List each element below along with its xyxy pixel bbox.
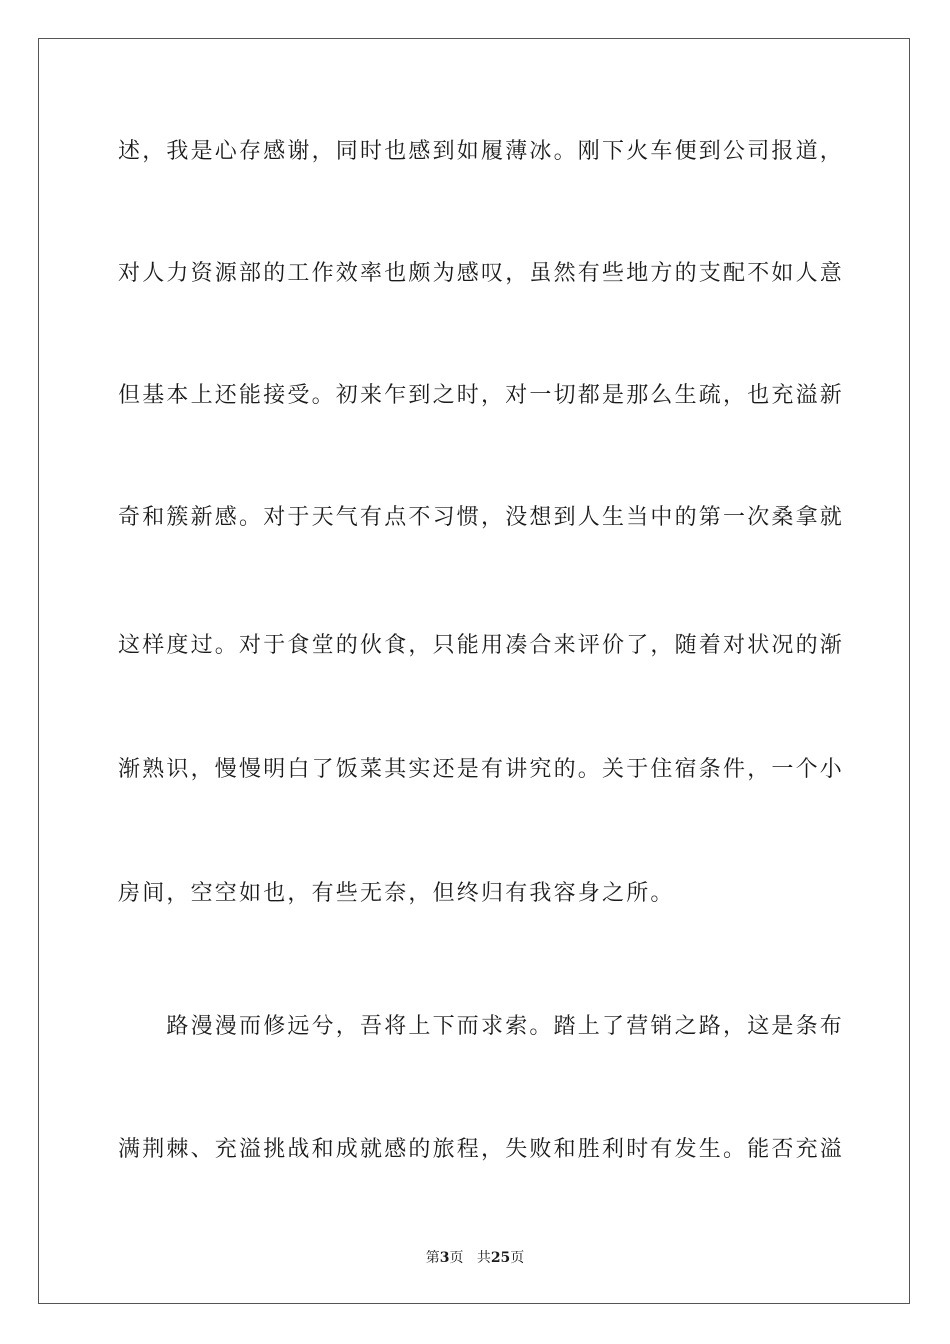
total-label-prefix: 共 (476, 1250, 491, 1266)
page-border (38, 38, 910, 1304)
page-label-suffix: 页 (449, 1250, 464, 1266)
page-number-current: 3 (439, 1250, 450, 1266)
text-line-3: 但基本上还能接受。初来乍到之时，对一切都是那么生疏，也充溢新 (118, 383, 845, 408)
text-line-1: 述，我是心存感谢，同时也感到如履薄冰。刚下火车便到公司报道， (118, 139, 845, 164)
text-line-7: 房间，空空如也，有些无奈，但终归有我容身之所。 (118, 881, 675, 906)
text-line-4: 奇和簇新感。对于天气有点不习惯，没想到人生当中的第一次桑拿就 (118, 505, 845, 530)
text-line-2: 对人力资源部的工作效率也颇为感叹，虽然有些地方的支配不如人意 (118, 261, 845, 286)
total-label-suffix: 页 (510, 1250, 525, 1266)
page-label-prefix: 第 (425, 1250, 440, 1266)
page-footer (0, 1248, 950, 1268)
text-line-5: 这样度过。对于食堂的伙食，只能用凑合来评价了，随着对状况的渐 (118, 633, 845, 658)
text-line-8: 路漫漫而修远兮，吾将上下而求索。踏上了营销之路，这是条布 (118, 1014, 845, 1039)
text-line-6: 渐熟识，慢慢明白了饭菜其实还是有讲究的。关于住宿条件，一个小 (118, 757, 845, 782)
text-line-9: 满荆棘、充溢挑战和成就感的旅程，失败和胜利时有发生。能否充溢 (118, 1137, 845, 1162)
page-number-total: 25 (490, 1250, 511, 1266)
